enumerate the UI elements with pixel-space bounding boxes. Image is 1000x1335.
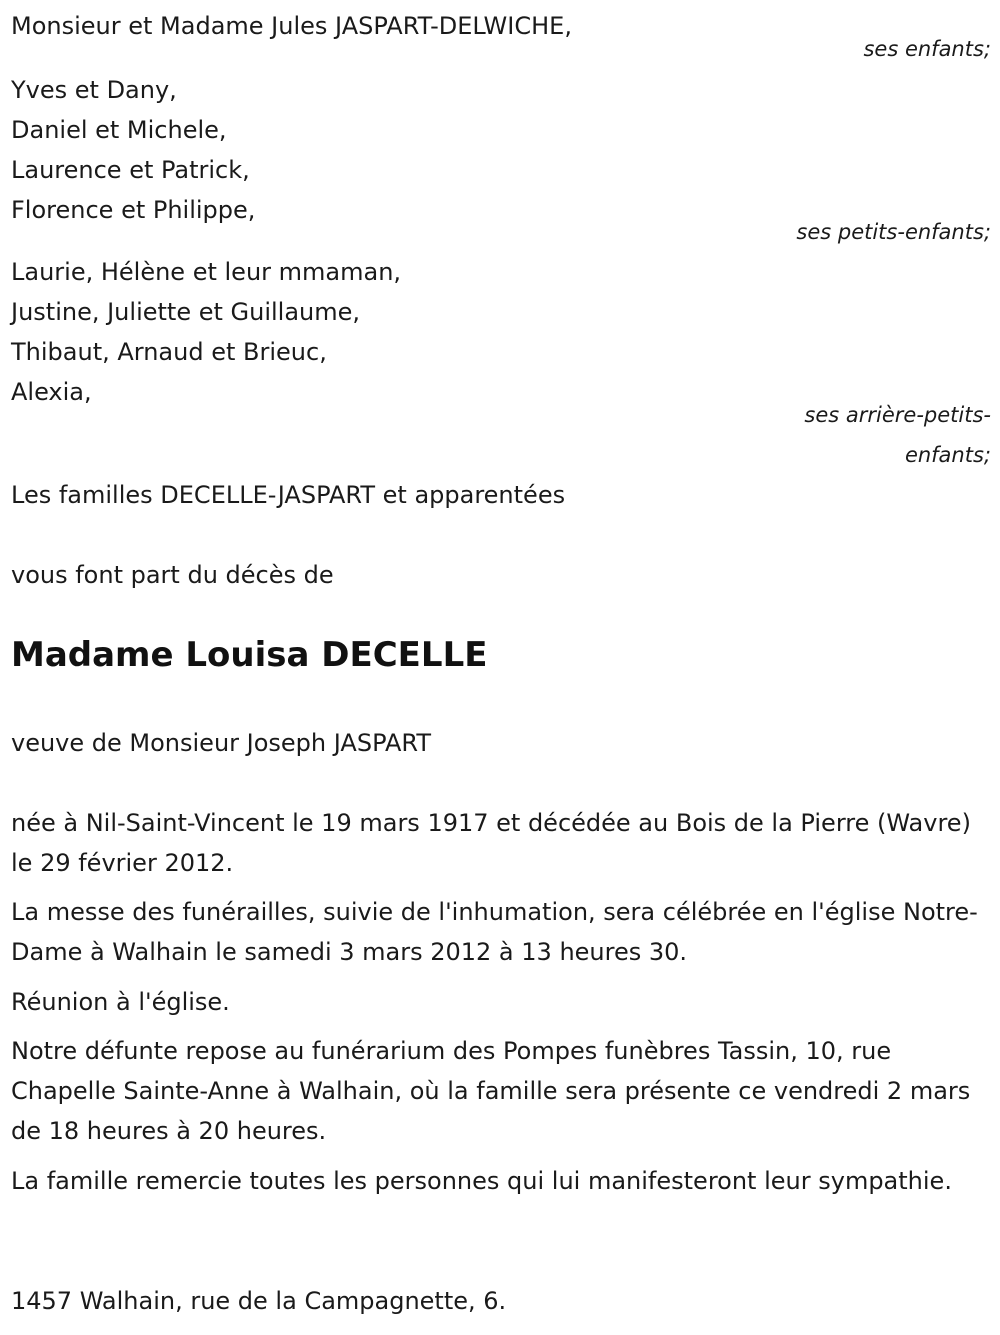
meeting-paragraph: Réunion à l'église. [11, 988, 230, 1016]
great-grandchildren-role-line-1: ses arrière-petits- [804, 403, 991, 427]
obituary-notice [11, 0, 991, 1335]
announce-line: vous font part du décès de [11, 561, 334, 589]
great-grandchildren-role-line-2: enfants; [904, 443, 991, 467]
great-grandchildren-name-4: Alexia, [11, 378, 92, 406]
grandchildren-name-4: Florence et Philippe, [11, 196, 256, 224]
address-line: 1457 Walhain, rue de la Campagnette, 6. [11, 1287, 507, 1315]
thanks-paragraph: La famille remercie toutes les personnes qui lui manifesteront leur sympathie. [11, 1167, 952, 1195]
rest-paragraph: Notre défunte repose au funérarium des Pompes funèbres Tassin, 10, rue Chapelle Sainte-Anne à Walhain, où la famille sera présente ce vendredi 2 mars de 18 heures à 20 heures. [11, 1037, 971, 1145]
grandchildren-role: ses petits-enfants; [796, 220, 991, 244]
great-grandchildren-name-2: Justine, Juliette et Guillaume, [11, 298, 361, 326]
widow-of-line: veuve de Monsieur Joseph JASPART [11, 729, 432, 757]
great-grandchildren-name-1: Laurie, Hélène et leur mmaman, [11, 258, 402, 286]
great-grandchildren-name-3: Thibaut, Arnaud et Brieuc, [11, 338, 327, 366]
children-role: ses enfants; [863, 37, 991, 61]
birth-death-paragraph: née à Nil-Saint-Vincent le 19 mars 1917 et décédée au Bois de la Pierre (Wavre) le 29 février 2012. [11, 809, 971, 877]
grandchildren-name-3: Laurence et Patrick, [11, 156, 250, 184]
funeral-paragraph: La messe des funérailles, suivie de l'inhumation, sera célébrée en l'église Notre-Dame à Walhain le samedi 3 mars 2012 à 13 heures 30. [11, 898, 978, 966]
grandchildren-name-2: Daniel et Michele, [11, 116, 227, 144]
deceased-name: Madame Louisa DECELLE [11, 635, 488, 675]
children-names: Monsieur et Madame Jules JASPART-DELWICHE, [11, 12, 572, 40]
grandchildren-name-1: Yves et Dany, [11, 76, 177, 104]
families-line: Les familles DECELLE-JASPART et apparentées [11, 481, 566, 509]
